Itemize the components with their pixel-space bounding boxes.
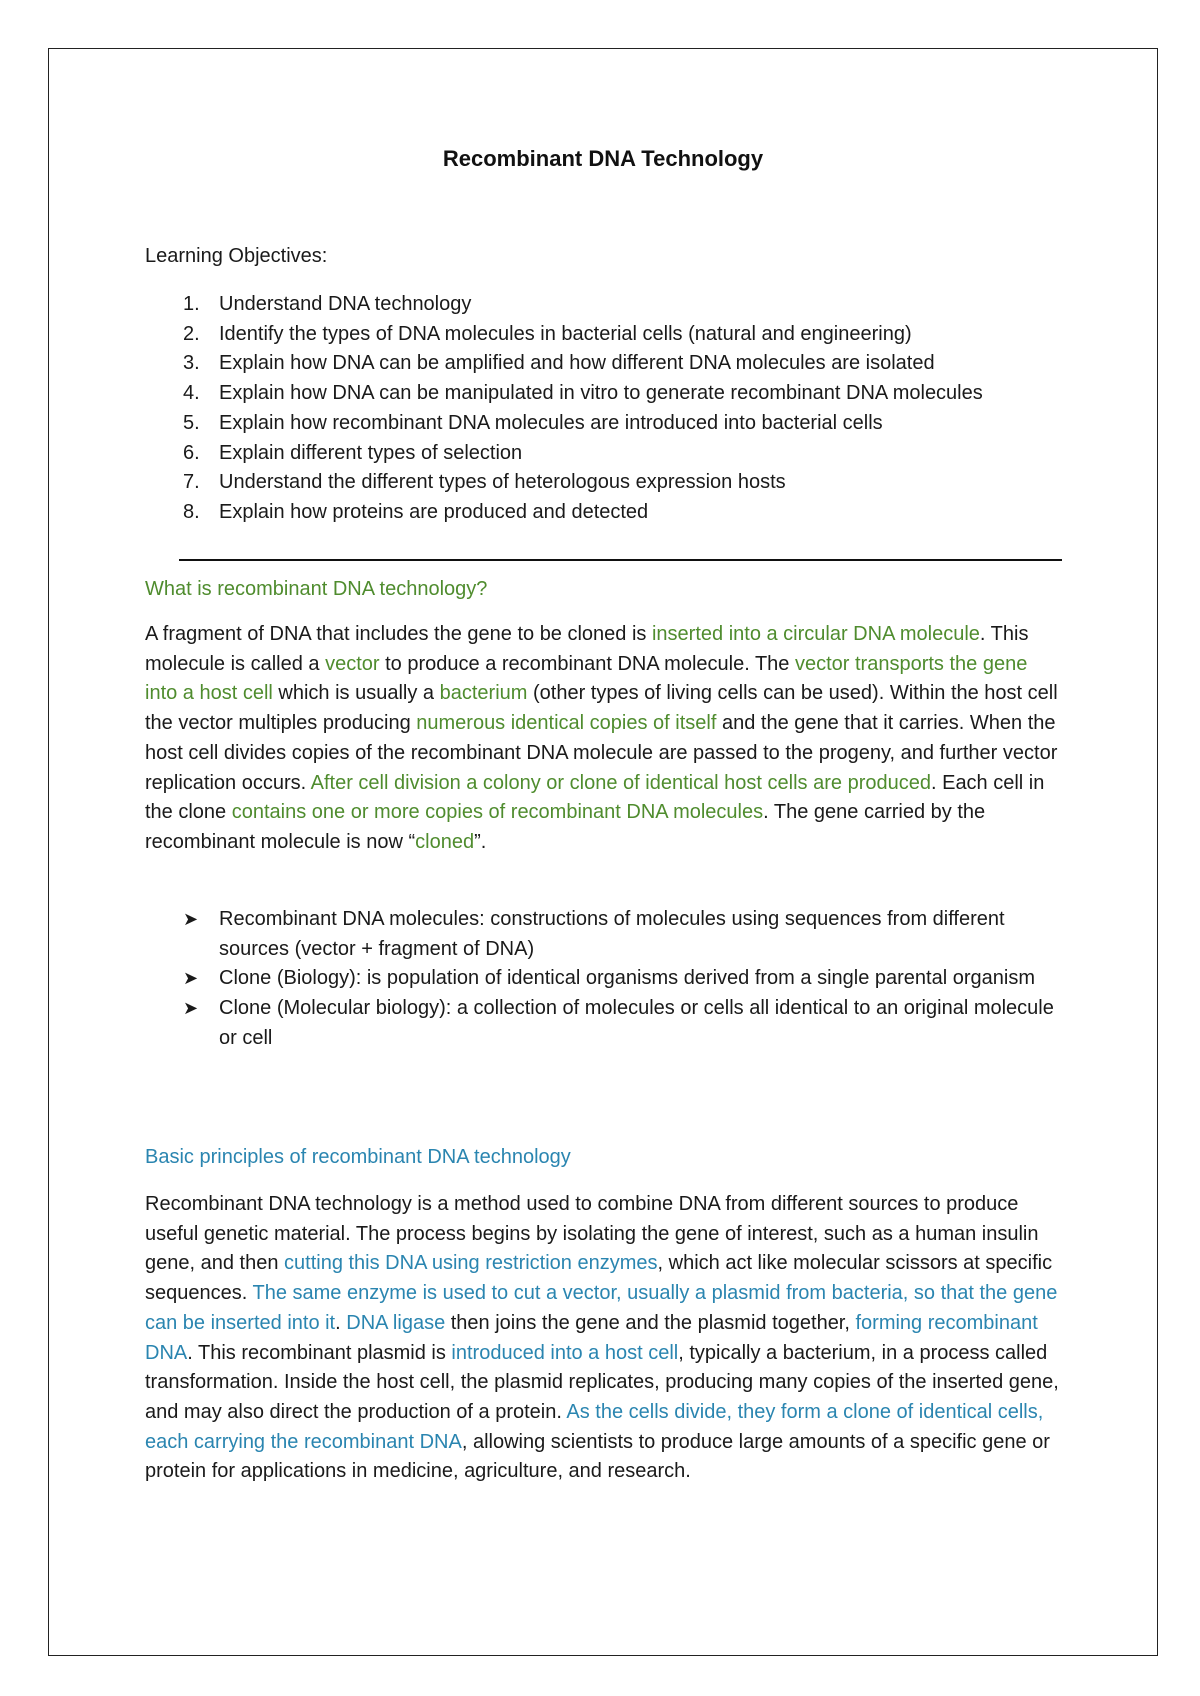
- definition-text: Recombinant DNA molecules: constructions of molecules using sequences from different sources (vector + fragment of DNA): [219, 908, 1005, 960]
- highlighted-text: The same enzyme is used to cut a vector, usually a plasmid from bacteria, so that the gene can be inserted into it: [145, 1282, 1058, 1334]
- highlighted-text: cutting this DNA using restriction enzymes: [284, 1252, 658, 1275]
- objective-text: Identify the types of DNA molecules in bacterial cells (natural and engineering): [219, 322, 912, 345]
- objective-number: 8.: [183, 500, 200, 523]
- definition-item: [145, 905, 1065, 964]
- arrowhead-bullet-icon: ➤: [183, 909, 199, 929]
- body-text: ”.: [474, 830, 487, 853]
- document-title: Recombinant DNA Technology: [442, 146, 764, 171]
- body-text: . This molecule is called a: [145, 623, 1029, 675]
- body-text: and the gene that it carries. When the host cell divides copies of the recombinant DNA molecule are passed to the progeny, and further vector replication occurs.: [145, 712, 1058, 794]
- definition-item: [145, 994, 1065, 1053]
- learning-objectives-heading: Learning Objectives:: [145, 245, 328, 267]
- section-heading-what-is: What is recombinant DNA technology?: [145, 578, 488, 600]
- objective-text: Explain how proteins are produced and detected: [219, 500, 649, 523]
- objective-item: [145, 349, 1065, 379]
- objective-number: 5.: [183, 411, 200, 434]
- body-text: , which act like molecular scissors at specific sequences.: [145, 1252, 1053, 1305]
- highlighted-text: numerous identical copies of itself: [416, 712, 717, 735]
- objective-number: 7.: [183, 471, 200, 494]
- objective-item: [145, 379, 1065, 409]
- highlighted-text: introduced into a host cell: [451, 1341, 679, 1364]
- highlighted-text: After cell division a colony or clone of identical host cells are produced: [310, 771, 931, 794]
- highlighted-text: cloned: [415, 830, 475, 853]
- body-text: . Each cell in the clone: [145, 771, 1045, 824]
- body-text: which is usually a: [272, 682, 440, 705]
- objective-item: [145, 439, 1065, 469]
- body-text: (other types of living cells can be used). Within the host cell the vector multiples producing: [145, 682, 1058, 735]
- section-heading-basic-principles: Basic principles of recombinant DNA technology: [145, 1146, 571, 1168]
- arrowhead-bullet-icon: ➤: [183, 968, 199, 989]
- body-text: A fragment of DNA that includes the gene to be cloned is: [145, 623, 652, 645]
- arrowhead-bullet-icon: ➤: [183, 998, 199, 1019]
- highlighted-text: DNA ligase: [346, 1311, 446, 1334]
- highlighted-text: vector transports the gene into a host cell: [145, 652, 1028, 705]
- body-text: . This recombinant plasmid is: [187, 1341, 452, 1364]
- objective-number: 6.: [183, 441, 200, 464]
- objective-item: [145, 498, 1065, 528]
- definitions-list: [145, 905, 1065, 1054]
- objective-text: Explain different types of selection: [219, 441, 523, 464]
- definition-text: Clone (Molecular biology): a collection of molecules or cells all identical to an original molecule or cell: [219, 997, 1054, 1049]
- objective-text: Understand DNA technology: [219, 293, 472, 315]
- objective-item: [145, 290, 1065, 320]
- objectives-list: [145, 290, 1065, 528]
- objective-text: Explain how recombinant DNA molecules are introduced into bacterial cells: [219, 411, 883, 434]
- body-text: . The gene carried by the recombinant molecule is now “: [145, 801, 986, 853]
- section-paragraph-basic-principles: [145, 1190, 1065, 1487]
- definition-item: [145, 964, 1065, 994]
- body-text: , typically a bacterium, in a process called transformation. Inside the host cell, the plasmid replicates, producing many copies of the inserted gene, and may also direct the production of a protein.: [145, 1341, 1059, 1423]
- objective-item: [145, 320, 1065, 350]
- highlighted-text: vector: [325, 652, 380, 675]
- objective-text: Explain how DNA can be manipulated in vitro to generate recombinant DNA molecules: [219, 382, 983, 405]
- objective-item: [145, 409, 1065, 439]
- objective-text: Understand the different types of heterologous expression hosts: [219, 471, 786, 494]
- objective-text: Explain how DNA can be amplified and how different DNA molecules are isolated: [219, 352, 935, 375]
- definition-text: Clone (Biology): is population of identical organisms derived from a single parental organism: [219, 967, 1035, 990]
- objective-number: 1.: [183, 293, 200, 315]
- objective-item: [145, 468, 1065, 498]
- body-text: Recombinant DNA technology is a method used to combine DNA from different sources to produce useful genetic material. The process begins by isolating the gene of interest, such as a human insulin gene, and then: [145, 1193, 1039, 1275]
- objective-number: 3.: [183, 352, 200, 375]
- highlighted-text: forming recombinant DNA: [145, 1311, 1038, 1364]
- objective-number: 2.: [183, 322, 200, 345]
- highlighted-text: inserted into a circular DNA molecule: [651, 623, 980, 645]
- body-text: .: [335, 1311, 347, 1334]
- section-paragraph-what-is: [145, 620, 1065, 858]
- section-divider: [179, 559, 1062, 561]
- body-text: , allowing scientists to produce large amounts of a specific gene or protein for applications in medicine, agriculture, and research.: [145, 1430, 1050, 1483]
- body-text: to produce a recombinant DNA molecule. The: [379, 652, 795, 675]
- highlighted-text: contains one or more copies of recombinant DNA molecules: [231, 801, 764, 824]
- highlighted-text: bacterium: [439, 682, 528, 705]
- objective-number: 4.: [183, 382, 200, 405]
- highlighted-text: As the cells divide, they form a clone of identical cells, each carrying the recombinant DNA: [145, 1400, 1044, 1453]
- body-text: then joins the gene and the plasmid together,: [445, 1311, 856, 1334]
